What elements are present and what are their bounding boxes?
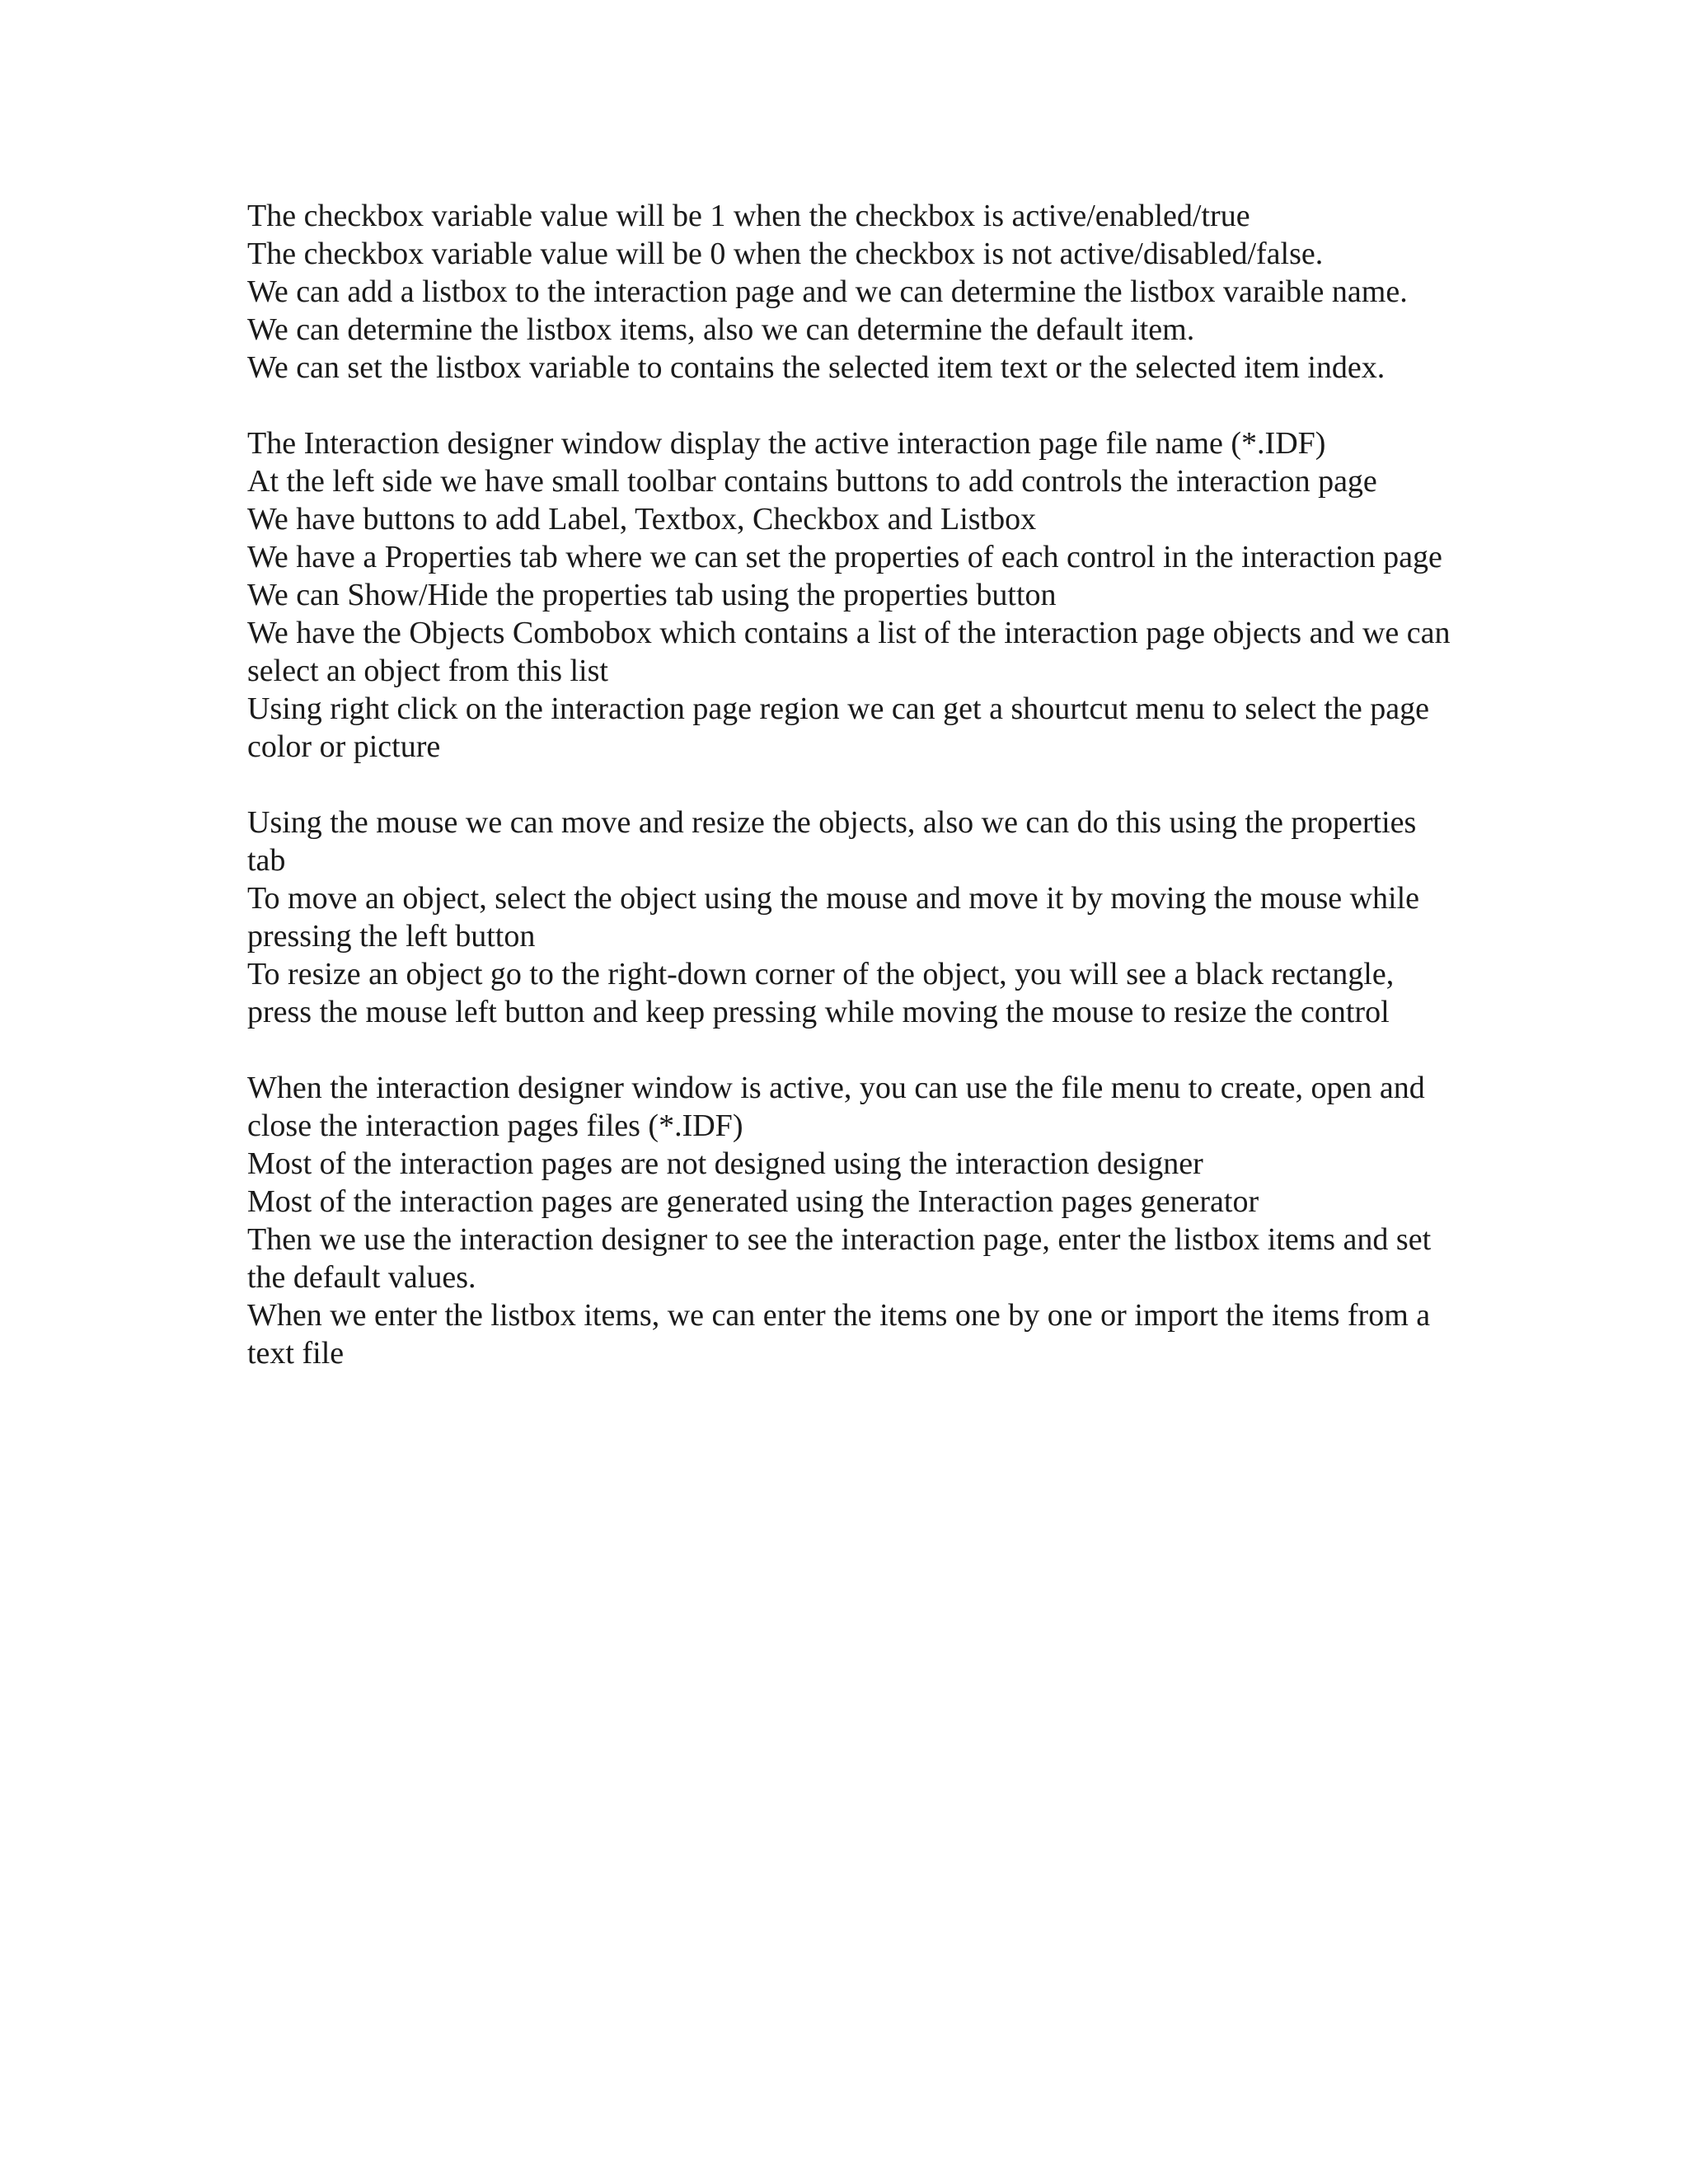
text-line: The Interaction designer window display the active interaction page file name (*.IDF) [247, 426, 1326, 461]
paragraph-file-menu [247, 1069, 1451, 1372]
text-line: When the interaction designer window is active, you can use the file menu to create, open and close the interaction pages files (*.IDF) [247, 1071, 1425, 1143]
text-line: The checkbox variable value will be 1 when the checkbox is active/enabled/true [247, 199, 1250, 233]
text-line: Then we use the interaction designer to see the interaction page, enter the listbox items and set the default values. [247, 1222, 1432, 1295]
text-line: We can Show/Hide the properties tab using the properties button [247, 578, 1057, 612]
text-line: To move an object, select the object using the mouse and move it by moving the mouse while pressing the left button [247, 881, 1420, 954]
text-line: The checkbox variable value will be 0 when the checkbox is not active/disabled/false. [247, 237, 1324, 271]
text-line: At the left side we have small toolbar contains buttons to add controls the interaction page [247, 464, 1377, 499]
text-line: When we enter the listbox items, we can enter the items one by one or import the items from a text file [247, 1298, 1431, 1371]
text-line: We have buttons to add Label, Textbox, Checkbox and Listbox [247, 502, 1037, 537]
document-body [247, 197, 1451, 1410]
text-line: We have a Properties tab where we can set the properties of each control in the interaction page [247, 540, 1442, 574]
paragraph-checkbox-listbox [247, 197, 1451, 387]
text-line: Most of the interaction pages are generated using the Interaction pages generator [247, 1184, 1259, 1219]
text-line: We can determine the listbox items, also we can determine the default item. [247, 312, 1195, 347]
text-line: Using right click on the interaction page region we can get a shourtcut menu to select the page color or picture [247, 691, 1430, 764]
text-line: We can set the listbox variable to contains the selected item text or the selected item index. [247, 350, 1386, 385]
text-line: Most of the interaction pages are not designed using the interaction designer [247, 1146, 1203, 1181]
paragraph-designer-window [247, 424, 1451, 766]
text-line: We have the Objects Combobox which contains a list of the interaction page objects and we can select an object from this list [247, 616, 1451, 688]
text-line: Using the mouse we can move and resize the objects, also we can do this using the properties tab [247, 805, 1417, 878]
text-line: We can add a listbox to the interaction page and we can determine the listbox varaible name. [247, 274, 1408, 309]
paragraph-move-resize [247, 804, 1451, 1031]
text-line: To resize an object go to the right-down corner of the object, you will see a black rectangle, press the mouse left button and keep pressing while moving the mouse to resize the control [247, 957, 1395, 1029]
